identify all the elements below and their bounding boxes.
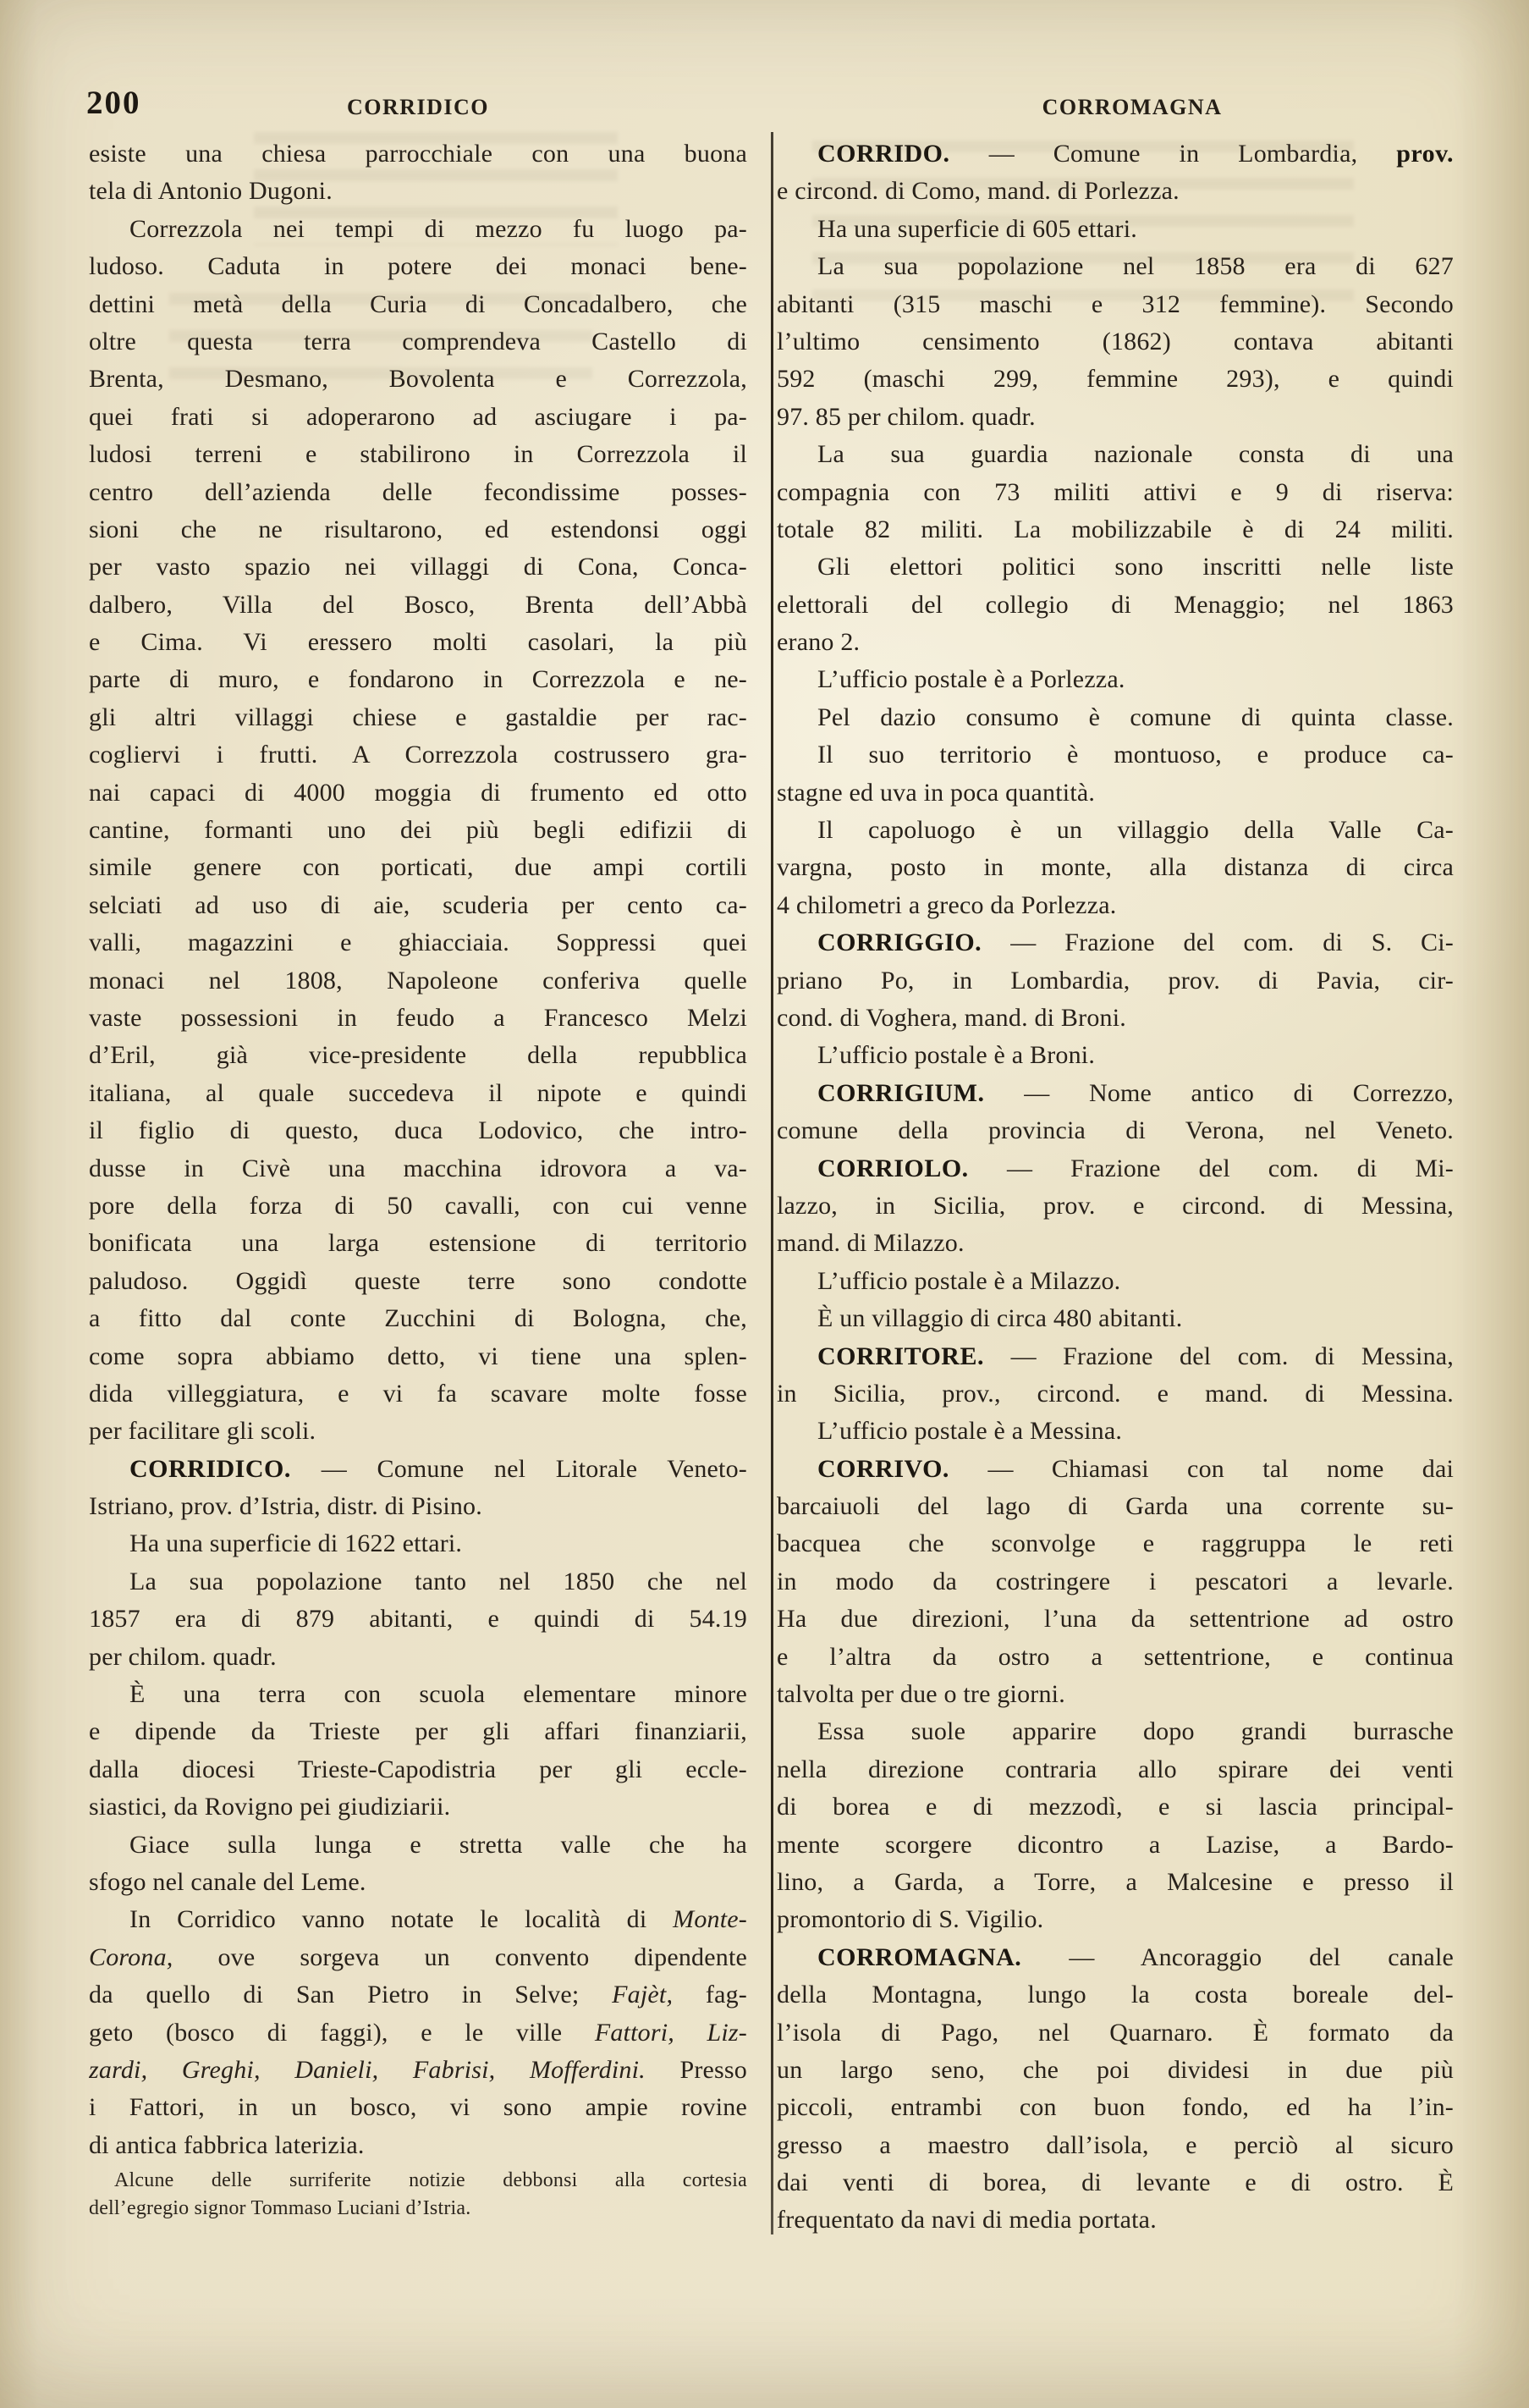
text-segment: priano Po, in Lombardia, prov. di Pavia, cir-: [777, 966, 1454, 995]
text-segment: zardi, Greghi, Danieli, Fabrisi, Mofferdini.: [89, 2055, 680, 2084]
text-segment: — Comune nel Litorale Veneto-: [321, 1454, 747, 1483]
text-segment: in modo da costringere i pescatori a levarle.: [777, 1567, 1454, 1595]
text-line: [777, 2164, 1454, 2201]
text-segment: fag-: [705, 1981, 747, 2009]
text-segment: il figlio di questo, duca Lodovico, che intro-: [89, 1116, 747, 1145]
text-segment: — Frazione del com. di S. Ci-: [1010, 928, 1454, 957]
text-segment: comune della provincia di Verona, nel Veneto.: [777, 1116, 1454, 1145]
entry-headword: CORRIGIUM.: [817, 1078, 1025, 1107]
text-line: [777, 849, 1454, 886]
text-line: [89, 1563, 747, 1601]
text-line: [777, 135, 1454, 173]
text-line: [777, 1037, 1454, 1074]
text-line: [89, 1751, 747, 1788]
text-segment: dettini metà della Curia di Concadalbero, che: [89, 289, 747, 318]
text-line: [89, 474, 747, 511]
text-segment: parte di muro, e fondarono in Correzzola e ne-: [89, 665, 747, 694]
text-segment: bonificata una larga estensione di territorio: [89, 1229, 747, 1258]
text-segment: — Frazione del com. di Messina,: [1010, 1342, 1454, 1370]
entry-headword: CORRIGGIO.: [817, 928, 1011, 957]
text-line: [89, 248, 747, 285]
text-segment: per vasto spazio nei villaggi di Cona, Conca-: [89, 553, 747, 581]
text-segment: Ha una superficie di 605 ettari.: [817, 214, 1137, 243]
text-segment: nai capaci di 4000 moggia di frumento ed otto: [89, 778, 747, 807]
left-column: [89, 135, 747, 2164]
text-line: [777, 548, 1454, 586]
text-line: [777, 1488, 1454, 1525]
text-line: [777, 399, 1454, 436]
text-segment: Ha due direzioni, l’una da settentrione ad ostro: [777, 1605, 1454, 1634]
text-line: [777, 1375, 1454, 1413]
text-segment: geto (bosco di faggi), e le ville: [89, 2018, 595, 2047]
text-segment: simile genere con porticati, due ampi cortili: [89, 853, 747, 882]
text-segment: valli, magazzini e ghiacciaia. Soppressi quei: [89, 928, 747, 957]
text-line: [89, 2127, 747, 2164]
text-line: [777, 1000, 1454, 1037]
text-line: [89, 361, 747, 398]
text-line: [777, 1751, 1454, 1788]
text-line: [777, 1601, 1454, 1638]
text-line: [777, 1939, 1454, 1976]
text-line: [89, 548, 747, 586]
text-line: [777, 1263, 1454, 1300]
text-segment: compagnia con 73 militi attivi e 9 di riserva:: [777, 477, 1454, 506]
text-line: [89, 849, 747, 886]
text-segment: L’ufficio postale è a Porlezza.: [817, 665, 1125, 694]
text-line: [89, 1112, 747, 1149]
text-line: [89, 2167, 747, 2195]
text-line: [89, 399, 747, 436]
text-line: [777, 962, 1454, 1000]
text-segment: Brenta, Desmano, Bovolenta e Correzzola,: [89, 365, 747, 394]
text-line: [777, 1150, 1454, 1187]
text-line: [777, 1864, 1454, 1901]
text-segment: tela di Antonio Dugoni.: [89, 177, 333, 206]
running-head-left: CORRIDICO: [346, 95, 490, 119]
text-segment: Essa suole apparire dopo grandi burrasche: [817, 1717, 1454, 1746]
text-line: [89, 1150, 747, 1187]
text-line: [777, 924, 1454, 962]
text-segment: — Chiamasi con tal nome dai: [987, 1454, 1454, 1483]
text-segment: centro dell’azienda delle fecondissime posses-: [89, 477, 747, 506]
text-segment: Corona,: [89, 1942, 218, 1971]
text-segment: di borea e di mezzodì, e si lascia principal-: [777, 1793, 1454, 1821]
text-segment: Ha una superficie di 1622 ettari.: [129, 1529, 463, 1558]
text-segment: Il capoluogo è un villaggio della Valle Ca-: [817, 816, 1454, 845]
text-line: [777, 2201, 1454, 2239]
text-segment: quei frati si adoperarono ad asciugare i pa-: [89, 402, 747, 431]
text-segment: piccoli, entrambi con buon fondo, ed ha l’in-: [777, 2093, 1454, 2122]
text-segment: — Comune in Lombardia,: [988, 140, 1397, 168]
text-segment: L’ufficio postale è a Broni.: [817, 1041, 1096, 1070]
text-segment: vaste possessioni in feudo a Francesco Melzi: [89, 1003, 747, 1032]
text-line: [89, 1187, 747, 1225]
text-segment: barcaiuoli del lago di Garda una corrente su-: [777, 1492, 1454, 1521]
text-line: [777, 1451, 1454, 1488]
text-line: [777, 624, 1454, 661]
text-line: [89, 2195, 747, 2223]
text-line: [89, 661, 747, 698]
text-line: [89, 736, 747, 774]
text-line: [89, 1827, 747, 1864]
text-segment: La sua guardia nazionale consta di una: [817, 440, 1454, 469]
text-line: [777, 699, 1454, 736]
text-segment: stagne ed uva in poca quantità.: [777, 778, 1096, 807]
text-segment: oltre questa terra comprendeva Castello di: [89, 327, 747, 355]
text-line: [89, 1225, 747, 1262]
text-segment: mente scorgere dicontro a Lazise, a Bardo-: [777, 1830, 1454, 1859]
text-segment: esiste una chiesa parrocchiale con una buona: [89, 140, 747, 168]
text-segment: dell’egregio signor Tommaso Luciani d’Istria.: [89, 2197, 471, 2219]
text-line: [777, 774, 1454, 812]
text-line: [777, 2089, 1454, 2126]
text-segment: monaci nel 1808, Napoleone conferiva quelle: [89, 966, 747, 995]
text-line: [777, 2052, 1454, 2089]
text-line: [89, 774, 747, 812]
text-line: [777, 211, 1454, 248]
text-line: [777, 474, 1454, 511]
text-segment: come sopra abbiamo detto, vi tiene una splen-: [89, 1342, 747, 1370]
text-segment: per chilom. quadr.: [89, 1642, 277, 1671]
text-segment: Correzzola nei tempi di mezzo fu luogo pa-: [129, 214, 747, 243]
text-segment: Il suo territorio è montuoso, e produce ca-: [817, 741, 1454, 769]
text-segment: paludoso. Oggidì queste terre sono condotte: [89, 1266, 747, 1295]
text-segment: gli altri villaggi chiese e gastaldie per rac-: [89, 703, 747, 731]
text-line: [89, 511, 747, 548]
entry-headword: CORRIDO.: [817, 140, 989, 168]
text-line: [89, 1451, 747, 1488]
text-segment: sfogo nel canale del Leme.: [89, 1867, 366, 1896]
text-segment: Alcune delle surriferite notizie debbonsi alla cortesia: [114, 2169, 747, 2191]
text-line: [777, 887, 1454, 924]
text-line: [89, 1901, 747, 1938]
text-line: [89, 1037, 747, 1074]
text-segment: 592 (maschi 299, femmine 293), e quindi: [777, 365, 1454, 394]
text-segment: italiana, al quale succedeva il nipote e quindi: [89, 1078, 747, 1107]
text-line: [89, 699, 747, 736]
text-line: [777, 1713, 1454, 1750]
text-line: [89, 323, 747, 361]
text-segment: promontorio di S. Vigilio.: [777, 1905, 1044, 1934]
text-segment: L’ufficio postale è a Messina.: [817, 1417, 1123, 1446]
text-segment: frequentato da navi di media portata.: [777, 2206, 1157, 2234]
text-line: [89, 1939, 747, 1976]
text-line: [89, 1300, 747, 1337]
text-segment: Istriano, prov. d’Istria, distr. di Pisino.: [89, 1492, 482, 1521]
text-segment: l’ultimo censimento (1862) contava abitanti: [777, 327, 1454, 355]
text-segment: In Corridico vanno notate le località di: [129, 1905, 674, 1934]
text-segment: dusse in Civè una macchina idrovora a va-: [89, 1154, 747, 1182]
text-line: [89, 286, 747, 323]
text-line: [89, 1713, 747, 1750]
text-line: [777, 1225, 1454, 1262]
text-line: [89, 2052, 747, 2089]
text-segment: bacquea che sconvolge e raggruppa le reti: [777, 1529, 1454, 1558]
text-segment: di antica fabbrica laterizia.: [89, 2130, 365, 2159]
text-segment: È un villaggio di circa 480 abitanti.: [817, 1304, 1183, 1333]
text-segment: ludosi terreni e stabilirono in Correzzola il: [89, 440, 747, 469]
text-line: [89, 1788, 747, 1826]
text-line: [777, 511, 1454, 548]
text-segment: La sua popolazione nel 1858 era di 627: [817, 252, 1454, 281]
entry-headword: CORRIVO.: [817, 1454, 988, 1483]
text-line: [89, 1676, 747, 1713]
text-segment: Gli elettori politici sono inscritti nelle liste: [817, 553, 1454, 581]
text-line: [777, 1639, 1454, 1676]
text-segment: — Nome antico di Correzzo,: [1024, 1078, 1454, 1107]
text-line: [89, 1000, 747, 1037]
column-divider-rule: [771, 132, 773, 2234]
entry-headword: prov.: [1396, 140, 1454, 168]
text-segment: da quello di San Pietro in Selve;: [89, 1981, 613, 2009]
text-segment: 4 chilometri a greco da Porlezza.: [777, 890, 1117, 919]
text-segment: a fitto dal conte Zucchini di Bologna, che,: [89, 1304, 747, 1333]
entry-headword: CORROMAGNA.: [817, 1942, 1070, 1971]
text-line: [89, 436, 747, 473]
text-segment: della Montagna, lungo la costa boreale del-: [777, 1981, 1454, 2009]
text-line: [777, 248, 1454, 285]
text-line: [89, 2089, 747, 2126]
text-segment: selciati ad uso di aie, scuderia per cento ca-: [89, 890, 747, 919]
text-line: [89, 887, 747, 924]
text-segment: totale 82 militi. La mobilizzabile è di 24 militi.: [777, 515, 1454, 543]
entry-headword: CORRIDICO.: [129, 1454, 322, 1483]
text-segment: e Cima. Vi eressero molti casolari, la più: [89, 628, 747, 657]
text-segment: sioni che ne risultarono, ed estendonsi oggi: [89, 515, 747, 543]
text-segment: in Sicilia, prov., circond. e mand. di Messina.: [777, 1379, 1454, 1408]
text-line: [777, 1827, 1454, 1864]
page-number: 200: [86, 85, 141, 121]
text-segment: e l’altra da ostro a settentrione, e continua: [777, 1642, 1454, 1671]
text-line: [89, 624, 747, 661]
text-line: [777, 1976, 1454, 2014]
text-line: [89, 1864, 747, 1901]
text-segment: vargna, posto in monte, alla distanza di circa: [777, 853, 1454, 882]
text-segment: lazzo, in Sicilia, prov. e circond. di Messina,: [777, 1191, 1454, 1220]
text-segment: d’Eril, già vice-presidente della repubblica: [89, 1041, 747, 1070]
text-line: [777, 587, 1454, 624]
text-segment: abitanti (315 maschi e 312 femmine). Secondo: [777, 289, 1454, 318]
text-segment: dalla diocesi Trieste-Capodistria per gli eccle-: [89, 1755, 747, 1783]
text-line: [89, 211, 747, 248]
text-segment: cogliervi i frutti. A Correzzola costrussero gra-: [89, 741, 747, 769]
text-segment: Fattori, Liz-: [594, 2018, 747, 2047]
text-segment: dalbero, Villa del Bosco, Brenta dell’Abbà: [89, 590, 747, 619]
text-line: [89, 1488, 747, 1525]
text-segment: Giace sulla lunga e stretta valle che ha: [129, 1830, 747, 1859]
text-line: [777, 361, 1454, 398]
right-column: [777, 135, 1454, 2240]
text-segment: La sua popolazione tanto nel 1850 che nel: [129, 1567, 747, 1595]
text-segment: talvolta per due o tre giorni.: [777, 1680, 1065, 1709]
text-line: [777, 173, 1454, 210]
footnote: [89, 2167, 747, 2223]
text-segment: siastici, da Rovigno pei giudiziarii.: [89, 1793, 451, 1821]
text-line: [89, 1413, 747, 1450]
text-line: [89, 173, 747, 210]
text-segment: l’isola di Pago, nel Quarnaro. È formato da: [777, 2018, 1454, 2047]
text-segment: dida villeggiatura, e vi fa scavare molte fosse: [89, 1379, 747, 1408]
text-line: [777, 1300, 1454, 1337]
text-line: [777, 1075, 1454, 1112]
text-line: [89, 1601, 747, 1638]
text-segment: e dipende da Trieste per gli affari finanziarii,: [89, 1717, 747, 1746]
text-segment: Monte-: [673, 1905, 747, 1934]
text-line: [89, 812, 747, 849]
text-line: [777, 2127, 1454, 2164]
text-segment: elettorali del collegio di Menaggio; nel 1863: [777, 590, 1454, 619]
text-line: [89, 135, 747, 173]
text-line: [777, 812, 1454, 849]
text-segment: Presso: [679, 2055, 747, 2084]
text-segment: ove sorgeva un convento dipendente: [217, 1942, 747, 1971]
text-segment: e circond. di Como, mand. di Porlezza.: [777, 177, 1180, 206]
text-segment: Pel dazio consumo è comune di quinta classe.: [817, 703, 1454, 731]
text-segment: pore della forza di 50 cavalli, con cui venne: [89, 1191, 747, 1220]
text-line: [89, 1976, 747, 2014]
text-line: [777, 286, 1454, 323]
text-line: [777, 1338, 1454, 1375]
text-line: [777, 1788, 1454, 1826]
text-segment: — Frazione del com. di Mi-: [1006, 1154, 1454, 1182]
text-line: [777, 661, 1454, 698]
text-line: [777, 2014, 1454, 2052]
text-line: [777, 1413, 1454, 1450]
text-line: [89, 1525, 747, 1562]
text-line: [89, 1338, 747, 1375]
text-segment: ludoso. Caduta in potere dei monaci bene-: [89, 252, 747, 281]
text-line: [777, 1112, 1454, 1149]
text-line: [777, 1563, 1454, 1601]
text-segment: dai venti di borea, di levante e di ostro. È: [777, 2168, 1454, 2197]
text-line: [89, 924, 747, 962]
text-segment: 97. 85 per chilom. quadr.: [777, 402, 1036, 431]
text-segment: mand. di Milazzo.: [777, 1229, 965, 1258]
text-line: [89, 2014, 747, 2052]
text-segment: gresso a maestro dall’isola, e perciò al sicuro: [777, 2130, 1454, 2159]
text-segment: nella direzione contraria allo spirare dei venti: [777, 1755, 1454, 1783]
text-segment: Fajèt,: [612, 1981, 706, 2009]
text-line: [777, 436, 1454, 473]
text-segment: un largo seno, che poi dividesi in due più: [777, 2055, 1454, 2084]
text-line: [89, 1375, 747, 1413]
text-segment: È una terra con scuola elementare minore: [129, 1680, 747, 1709]
text-line: [777, 1525, 1454, 1562]
text-segment: erano 2.: [777, 628, 861, 657]
text-line: [89, 962, 747, 1000]
text-line: [89, 1639, 747, 1676]
text-line: [777, 323, 1454, 361]
entry-headword: CORRITORE.: [817, 1342, 1011, 1370]
text-segment: lino, a Garda, a Torre, a Malcesine e presso il: [777, 1867, 1454, 1896]
text-segment: per facilitare gli scoli.: [89, 1417, 316, 1446]
text-segment: L’ufficio postale è a Milazzo.: [817, 1266, 1121, 1295]
running-head-right: CORROMAGNA: [1042, 95, 1223, 119]
text-line: [89, 587, 747, 624]
text-segment: — Ancoraggio del canale: [1069, 1942, 1454, 1971]
text-segment: 1857 era di 879 abitanti, e quindi di 54.19: [89, 1605, 747, 1634]
entry-headword: CORRIOLO.: [817, 1154, 1007, 1182]
text-line: [777, 736, 1454, 774]
text-line: [777, 1676, 1454, 1713]
text-line: [777, 1901, 1454, 1938]
text-segment: cond. di Voghera, mand. di Broni.: [777, 1003, 1126, 1032]
text-segment: cantine, formanti uno dei più begli edifizii di: [89, 816, 747, 845]
text-line: [89, 1263, 747, 1300]
text-line: [89, 1075, 747, 1112]
text-segment: i Fattori, in un bosco, vi sono ampie rovine: [89, 2093, 747, 2122]
text-line: [777, 1187, 1454, 1225]
